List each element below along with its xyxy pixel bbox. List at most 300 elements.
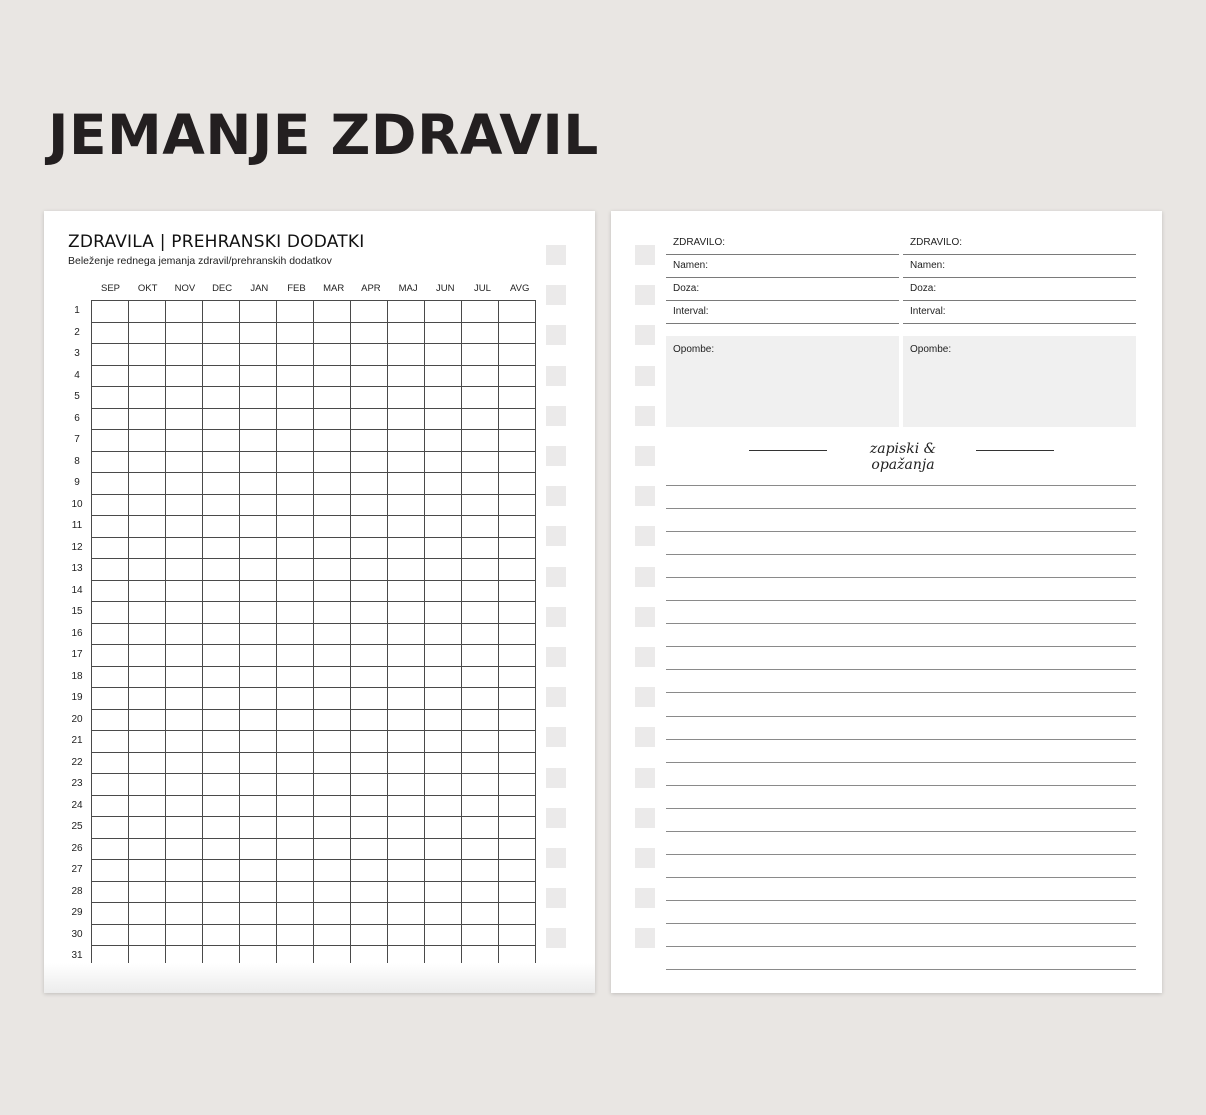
tracker-cell[interactable]	[129, 430, 166, 452]
tracker-cell[interactable]	[499, 795, 536, 817]
tracker-cell[interactable]	[240, 344, 277, 366]
interval-line[interactable]	[666, 323, 899, 324]
tracker-cell[interactable]	[92, 301, 129, 323]
writing-line[interactable]	[666, 969, 1136, 970]
writing-line[interactable]	[666, 946, 1136, 947]
tracker-cell[interactable]	[277, 838, 314, 860]
tracker-cell[interactable]	[129, 516, 166, 538]
writing-line[interactable]	[666, 923, 1136, 924]
tracker-cell[interactable]	[314, 688, 351, 710]
tracker-cell[interactable]	[462, 344, 499, 366]
tracker-cell[interactable]	[388, 860, 425, 882]
tracker-cell[interactable]	[388, 645, 425, 667]
tracker-cell[interactable]	[462, 537, 499, 559]
tracker-cell[interactable]	[277, 430, 314, 452]
tracker-cell[interactable]	[92, 344, 129, 366]
tracker-cell[interactable]	[129, 645, 166, 667]
tracker-cell[interactable]	[499, 301, 536, 323]
tracker-cell[interactable]	[351, 645, 388, 667]
tracker-cell[interactable]	[277, 666, 314, 688]
tracker-cell[interactable]	[462, 516, 499, 538]
tracker-cell[interactable]	[129, 494, 166, 516]
tracker-cell[interactable]	[499, 838, 536, 860]
tracker-cell[interactable]	[499, 344, 536, 366]
tracker-cell[interactable]	[166, 795, 203, 817]
tracker-cell[interactable]	[277, 709, 314, 731]
tracker-cell[interactable]	[129, 451, 166, 473]
tracker-cell[interactable]	[425, 537, 462, 559]
tracker-cell[interactable]	[166, 301, 203, 323]
tracker-cell[interactable]	[462, 365, 499, 387]
tracker-cell[interactable]	[92, 430, 129, 452]
tracker-cell[interactable]	[203, 881, 240, 903]
tracker-cell[interactable]	[166, 451, 203, 473]
tracker-cell[interactable]	[425, 559, 462, 581]
tracker-cell[interactable]	[499, 322, 536, 344]
tracker-cell[interactable]	[240, 838, 277, 860]
tracker-cell[interactable]	[203, 645, 240, 667]
tracker-cell[interactable]	[92, 602, 129, 624]
tracker-cell[interactable]	[351, 752, 388, 774]
tracker-cell[interactable]	[277, 365, 314, 387]
tracker-cell[interactable]	[388, 752, 425, 774]
tracker-cell[interactable]	[388, 731, 425, 753]
tracker-cell[interactable]	[277, 924, 314, 946]
tracker-cell[interactable]	[388, 903, 425, 925]
tracker-cell[interactable]	[462, 838, 499, 860]
tracker-cell[interactable]	[499, 645, 536, 667]
tracker-cell[interactable]	[388, 516, 425, 538]
tracker-cell[interactable]	[462, 602, 499, 624]
tracker-cell[interactable]	[166, 774, 203, 796]
tracker-cell[interactable]	[129, 602, 166, 624]
tracker-cell[interactable]	[203, 494, 240, 516]
tracker-cell[interactable]	[499, 688, 536, 710]
tracker-cell[interactable]	[166, 645, 203, 667]
tracker-cell[interactable]	[240, 430, 277, 452]
tracker-cell[interactable]	[92, 387, 129, 409]
tracker-cell[interactable]	[277, 602, 314, 624]
tracker-cell[interactable]	[166, 408, 203, 430]
tracker-cell[interactable]	[388, 301, 425, 323]
tracker-cell[interactable]	[92, 451, 129, 473]
tracker-cell[interactable]	[314, 602, 351, 624]
tracker-cell[interactable]	[129, 623, 166, 645]
tracker-cell[interactable]	[129, 795, 166, 817]
tracker-cell[interactable]	[351, 473, 388, 495]
drug-line[interactable]	[666, 254, 899, 255]
tracker-cell[interactable]	[499, 623, 536, 645]
tracker-cell[interactable]	[314, 344, 351, 366]
tracker-cell[interactable]	[388, 666, 425, 688]
tracker-cell[interactable]	[129, 924, 166, 946]
tracker-cell[interactable]	[351, 322, 388, 344]
tracker-cell[interactable]	[203, 408, 240, 430]
tracker-cell[interactable]	[166, 494, 203, 516]
tracker-cell[interactable]	[499, 709, 536, 731]
tracker-cell[interactable]	[166, 365, 203, 387]
tracker-cell[interactable]	[166, 344, 203, 366]
tracker-cell[interactable]	[240, 752, 277, 774]
tracker-cell[interactable]	[462, 623, 499, 645]
tracker-cell[interactable]	[351, 774, 388, 796]
tracker-cell[interactable]	[129, 774, 166, 796]
tracker-cell[interactable]	[203, 430, 240, 452]
tracker-cell[interactable]	[240, 473, 277, 495]
tracker-cell[interactable]	[499, 752, 536, 774]
tracker-cell[interactable]	[314, 430, 351, 452]
tracker-cell[interactable]	[277, 817, 314, 839]
tracker-cell[interactable]	[240, 623, 277, 645]
tracker-cell[interactable]	[351, 365, 388, 387]
tracker-cell[interactable]	[388, 795, 425, 817]
tracker-cell[interactable]	[314, 666, 351, 688]
tracker-cell[interactable]	[277, 623, 314, 645]
tracker-cell[interactable]	[92, 516, 129, 538]
tracker-cell[interactable]	[277, 387, 314, 409]
tracker-cell[interactable]	[425, 623, 462, 645]
writing-line[interactable]	[666, 900, 1136, 901]
tracker-cell[interactable]	[166, 838, 203, 860]
tracker-cell[interactable]	[499, 516, 536, 538]
tracker-cell[interactable]	[129, 365, 166, 387]
tracker-cell[interactable]	[203, 752, 240, 774]
tracker-cell[interactable]	[425, 365, 462, 387]
tracker-cell[interactable]	[129, 838, 166, 860]
tracker-cell[interactable]	[240, 494, 277, 516]
purpose-line[interactable]	[666, 277, 899, 278]
tracker-cell[interactable]	[166, 537, 203, 559]
tracker-cell[interactable]	[277, 580, 314, 602]
tracker-cell[interactable]	[129, 903, 166, 925]
dose-line[interactable]	[666, 300, 899, 301]
tracker-cell[interactable]	[425, 752, 462, 774]
tracker-cell[interactable]	[462, 709, 499, 731]
tracker-cell[interactable]	[462, 860, 499, 882]
tracker-cell[interactable]	[314, 494, 351, 516]
tracker-cell[interactable]	[388, 408, 425, 430]
tracker-cell[interactable]	[462, 774, 499, 796]
tracker-cell[interactable]	[166, 322, 203, 344]
tracker-cell[interactable]	[277, 322, 314, 344]
tracker-cell[interactable]	[240, 774, 277, 796]
writing-line[interactable]	[666, 669, 1136, 670]
tracker-cell[interactable]	[425, 451, 462, 473]
tracker-cell[interactable]	[425, 408, 462, 430]
tracker-cell[interactable]	[314, 301, 351, 323]
tracker-cell[interactable]	[462, 881, 499, 903]
tracker-cell[interactable]	[499, 860, 536, 882]
tracker-cell[interactable]	[129, 752, 166, 774]
tracker-cell[interactable]	[240, 903, 277, 925]
tracker-cell[interactable]	[92, 408, 129, 430]
tracker-cell[interactable]	[240, 408, 277, 430]
tracker-cell[interactable]	[351, 559, 388, 581]
tracker-cell[interactable]	[462, 752, 499, 774]
tracker-cell[interactable]	[351, 516, 388, 538]
tracker-cell[interactable]	[277, 408, 314, 430]
tracker-cell[interactable]	[499, 817, 536, 839]
tracker-cell[interactable]	[166, 903, 203, 925]
tracker-cell[interactable]	[92, 709, 129, 731]
tracker-cell[interactable]	[92, 795, 129, 817]
tracker-cell[interactable]	[203, 451, 240, 473]
tracker-cell[interactable]	[314, 645, 351, 667]
tracker-cell[interactable]	[92, 881, 129, 903]
tracker-cell[interactable]	[92, 365, 129, 387]
tracker-cell[interactable]	[314, 559, 351, 581]
tracker-cell[interactable]	[203, 344, 240, 366]
tracker-cell[interactable]	[166, 924, 203, 946]
tracker-cell[interactable]	[388, 838, 425, 860]
tracker-cell[interactable]	[425, 387, 462, 409]
tracker-cell[interactable]	[388, 430, 425, 452]
tracker-cell[interactable]	[425, 731, 462, 753]
tracker-cell[interactable]	[425, 430, 462, 452]
tracker-cell[interactable]	[166, 709, 203, 731]
tracker-cell[interactable]	[351, 494, 388, 516]
tracker-cell[interactable]	[203, 774, 240, 796]
tracker-cell[interactable]	[425, 473, 462, 495]
tracker-cell[interactable]	[425, 774, 462, 796]
tracker-cell[interactable]	[166, 387, 203, 409]
tracker-cell[interactable]	[166, 731, 203, 753]
notes-box[interactable]	[903, 336, 1136, 427]
tracker-cell[interactable]	[462, 645, 499, 667]
tracker-cell[interactable]	[92, 666, 129, 688]
tracker-cell[interactable]	[499, 473, 536, 495]
tracker-cell[interactable]	[166, 752, 203, 774]
tracker-cell[interactable]	[462, 580, 499, 602]
tracker-cell[interactable]	[388, 817, 425, 839]
tracker-cell[interactable]	[277, 903, 314, 925]
writing-line[interactable]	[666, 692, 1136, 693]
tracker-cell[interactable]	[462, 387, 499, 409]
tracker-cell[interactable]	[203, 537, 240, 559]
tracker-cell[interactable]	[425, 666, 462, 688]
tracker-cell[interactable]	[499, 494, 536, 516]
writing-line[interactable]	[666, 785, 1136, 786]
tracker-cell[interactable]	[425, 709, 462, 731]
tracker-cell[interactable]	[462, 795, 499, 817]
writing-line[interactable]	[666, 646, 1136, 647]
tracker-cell[interactable]	[314, 881, 351, 903]
tracker-cell[interactable]	[499, 451, 536, 473]
tracker-cell[interactable]	[240, 387, 277, 409]
tracker-cell[interactable]	[240, 795, 277, 817]
tracker-cell[interactable]	[351, 623, 388, 645]
tracker-cell[interactable]	[314, 408, 351, 430]
tracker-cell[interactable]	[388, 365, 425, 387]
tracker-cell[interactable]	[462, 924, 499, 946]
tracker-cell[interactable]	[388, 602, 425, 624]
tracker-cell[interactable]	[92, 924, 129, 946]
tracker-cell[interactable]	[351, 688, 388, 710]
tracker-cell[interactable]	[203, 623, 240, 645]
tracker-cell[interactable]	[351, 602, 388, 624]
tracker-cell[interactable]	[425, 860, 462, 882]
interval-line[interactable]	[903, 323, 1136, 324]
tracker-cell[interactable]	[129, 322, 166, 344]
tracker-cell[interactable]	[462, 430, 499, 452]
tracker-cell[interactable]	[425, 494, 462, 516]
tracker-cell[interactable]	[499, 731, 536, 753]
tracker-cell[interactable]	[314, 451, 351, 473]
tracker-cell[interactable]	[314, 838, 351, 860]
tracker-cell[interactable]	[425, 344, 462, 366]
tracker-cell[interactable]	[129, 731, 166, 753]
tracker-cell[interactable]	[92, 774, 129, 796]
tracker-cell[interactable]	[277, 537, 314, 559]
tracker-cell[interactable]	[203, 731, 240, 753]
tracker-cell[interactable]	[277, 451, 314, 473]
tracker-cell[interactable]	[92, 752, 129, 774]
tracker-cell[interactable]	[240, 322, 277, 344]
tracker-cell[interactable]	[314, 752, 351, 774]
tracker-cell[interactable]	[129, 344, 166, 366]
writing-line[interactable]	[666, 554, 1136, 555]
tracker-cell[interactable]	[314, 623, 351, 645]
tracker-cell[interactable]	[314, 365, 351, 387]
tracker-cell[interactable]	[351, 860, 388, 882]
tracker-cell[interactable]	[203, 817, 240, 839]
tracker-cell[interactable]	[314, 774, 351, 796]
tracker-cell[interactable]	[166, 666, 203, 688]
tracker-cell[interactable]	[240, 602, 277, 624]
tracker-cell[interactable]	[425, 903, 462, 925]
tracker-cell[interactable]	[240, 645, 277, 667]
tracker-cell[interactable]	[277, 473, 314, 495]
tracker-cell[interactable]	[92, 537, 129, 559]
tracker-cell[interactable]	[92, 731, 129, 753]
tracker-cell[interactable]	[240, 666, 277, 688]
tracker-cell[interactable]	[203, 365, 240, 387]
tracker-cell[interactable]	[277, 752, 314, 774]
tracker-cell[interactable]	[92, 903, 129, 925]
tracker-cell[interactable]	[351, 451, 388, 473]
tracker-cell[interactable]	[277, 860, 314, 882]
tracker-cell[interactable]	[203, 301, 240, 323]
tracker-cell[interactable]	[203, 602, 240, 624]
tracker-cell[interactable]	[462, 817, 499, 839]
tracker-cell[interactable]	[166, 623, 203, 645]
tracker-cell[interactable]	[388, 322, 425, 344]
tracker-cell[interactable]	[92, 817, 129, 839]
tracker-cell[interactable]	[203, 387, 240, 409]
tracker-cell[interactable]	[351, 731, 388, 753]
tracker-cell[interactable]	[425, 881, 462, 903]
tracker-cell[interactable]	[388, 494, 425, 516]
tracker-cell[interactable]	[129, 709, 166, 731]
tracker-cell[interactable]	[425, 322, 462, 344]
tracker-cell[interactable]	[351, 903, 388, 925]
tracker-cell[interactable]	[129, 666, 166, 688]
tracker-cell[interactable]	[351, 537, 388, 559]
tracker-cell[interactable]	[425, 580, 462, 602]
tracker-cell[interactable]	[499, 580, 536, 602]
tracker-cell[interactable]	[425, 688, 462, 710]
tracker-cell[interactable]	[166, 860, 203, 882]
tracker-cell[interactable]	[92, 559, 129, 581]
tracker-cell[interactable]	[92, 860, 129, 882]
tracker-cell[interactable]	[499, 537, 536, 559]
writing-line[interactable]	[666, 854, 1136, 855]
tracker-cell[interactable]	[129, 559, 166, 581]
tracker-cell[interactable]	[92, 473, 129, 495]
writing-line[interactable]	[666, 623, 1136, 624]
tracker-cell[interactable]	[499, 774, 536, 796]
tracker-cell[interactable]	[499, 365, 536, 387]
tracker-cell[interactable]	[462, 559, 499, 581]
tracker-cell[interactable]	[462, 903, 499, 925]
tracker-cell[interactable]	[203, 473, 240, 495]
tracker-cell[interactable]	[314, 924, 351, 946]
tracker-cell[interactable]	[499, 408, 536, 430]
tracker-cell[interactable]	[240, 580, 277, 602]
tracker-cell[interactable]	[314, 709, 351, 731]
tracker-cell[interactable]	[166, 602, 203, 624]
tracker-cell[interactable]	[425, 645, 462, 667]
tracker-cell[interactable]	[351, 924, 388, 946]
tracker-cell[interactable]	[166, 430, 203, 452]
tracker-cell[interactable]	[388, 623, 425, 645]
tracker-cell[interactable]	[425, 817, 462, 839]
tracker-cell[interactable]	[351, 795, 388, 817]
writing-line[interactable]	[666, 831, 1136, 832]
tracker-cell[interactable]	[240, 537, 277, 559]
tracker-cell[interactable]	[462, 666, 499, 688]
tracker-cell[interactable]	[129, 301, 166, 323]
tracker-cell[interactable]	[462, 494, 499, 516]
tracker-cell[interactable]	[462, 408, 499, 430]
tracker-cell[interactable]	[203, 795, 240, 817]
tracker-cell[interactable]	[462, 473, 499, 495]
writing-line[interactable]	[666, 577, 1136, 578]
tracker-cell[interactable]	[425, 602, 462, 624]
tracker-cell[interactable]	[388, 451, 425, 473]
tracker-cell[interactable]	[92, 494, 129, 516]
tracker-cell[interactable]	[314, 903, 351, 925]
tracker-cell[interactable]	[240, 516, 277, 538]
tracker-cell[interactable]	[388, 774, 425, 796]
tracker-cell[interactable]	[277, 516, 314, 538]
tracker-cell[interactable]	[499, 559, 536, 581]
tracker-cell[interactable]	[388, 344, 425, 366]
tracker-cell[interactable]	[203, 860, 240, 882]
tracker-cell[interactable]	[499, 430, 536, 452]
tracker-cell[interactable]	[462, 731, 499, 753]
writing-line[interactable]	[666, 877, 1136, 878]
tracker-cell[interactable]	[351, 881, 388, 903]
tracker-cell[interactable]	[203, 322, 240, 344]
tracker-cell[interactable]	[203, 559, 240, 581]
tracker-cell[interactable]	[425, 838, 462, 860]
tracker-cell[interactable]	[240, 709, 277, 731]
tracker-cell[interactable]	[388, 537, 425, 559]
dose-line[interactable]	[903, 300, 1136, 301]
tracker-cell[interactable]	[277, 301, 314, 323]
tracker-cell[interactable]	[351, 408, 388, 430]
tracker-cell[interactable]	[166, 580, 203, 602]
tracker-cell[interactable]	[425, 795, 462, 817]
tracker-cell[interactable]	[351, 838, 388, 860]
tracker-cell[interactable]	[129, 688, 166, 710]
tracker-cell[interactable]	[277, 881, 314, 903]
tracker-cell[interactable]	[277, 559, 314, 581]
tracker-cell[interactable]	[462, 322, 499, 344]
tracker-cell[interactable]	[129, 537, 166, 559]
tracker-cell[interactable]	[314, 580, 351, 602]
